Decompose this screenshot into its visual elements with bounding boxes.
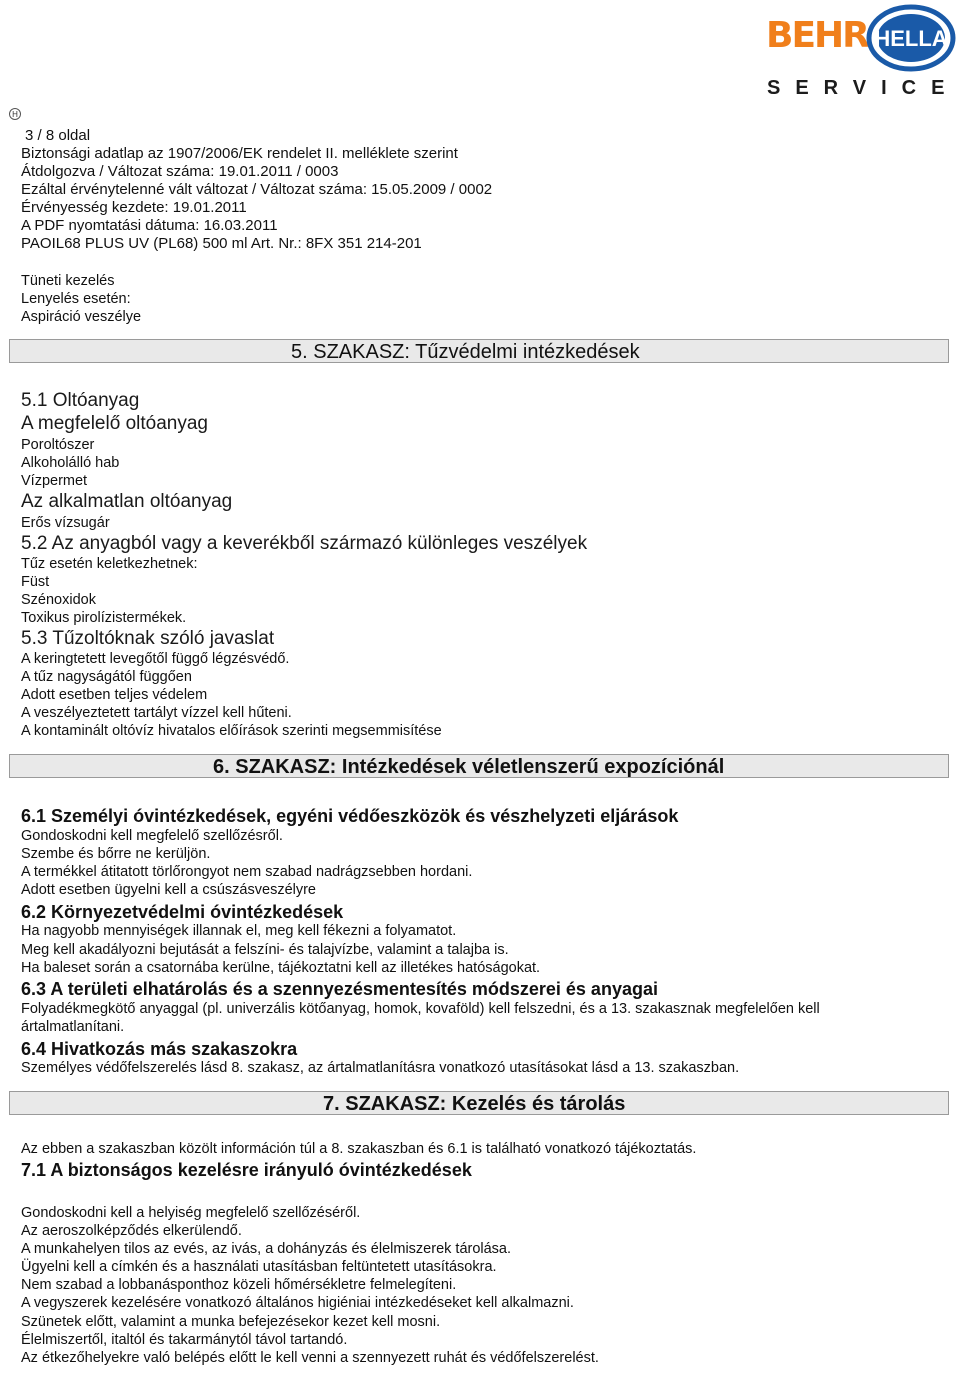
text-line: Szembe és bőrre ne kerüljön. [21, 846, 211, 862]
subsection-5-3-title: 5.3 Tűzoltóknak szóló javaslat [21, 628, 275, 649]
hella-logo-text: HELLA [874, 26, 948, 51]
text-line: Szünetek előtt, valamint a munka befejezésekor kezet kell mosni. [21, 1314, 441, 1330]
text-line: Adott esetben ügyelni kell a csúszásveszélyre [21, 882, 316, 898]
text-line: A vegyszerek kezelésére vonatkozó általános higiéniai intézkedéseket kell alkalmazni. [21, 1295, 574, 1311]
text-line: Az étkezőhelyekre való belépés előtt le kell venni a szennyezett ruhát és védőfelszerelést. [21, 1350, 599, 1366]
header-line: Biztonsági adatlap az 1907/2006/EK rendelet II. melléklete szerint [21, 145, 458, 162]
text-line: Tüneti kezelés [21, 273, 115, 289]
subsection-7-1-title: 7.1 A biztonságos kezelésre irányuló óvintézkedések [21, 1160, 472, 1180]
text-line: Poroltószer [21, 437, 95, 453]
text-line: Erős vízsugár [21, 515, 110, 531]
text-line: A munkahelyen tilos az evés, az ivás, a dohányzás és élelmiszerek tárolása. [21, 1241, 512, 1257]
header-line: Átdolgozva / Változat száma: 19.01.2011 / 0003 [21, 163, 339, 180]
text-line: Folyadékmegkötő anyaggal (pl. univerzális kötőanyag, homok, kovaföld) kell felszedni, és a 13. szakasznak megfelelően kell [21, 1001, 820, 1017]
text-line: Gondoskodni kell megfelelő szellőzésről. [21, 828, 283, 844]
section-7-title: 7. SZAKASZ: Kezelés és tárolás [323, 1093, 626, 1115]
text-line: A keringtetett levegőtől függő légzésvédő. [21, 651, 290, 667]
subsection-5-2-title: 5.2 Az anyagból vagy a keverékből származó különleges veszélyek [21, 533, 588, 554]
text-line: A veszélyeztetett tartályt vízzel kell hűteni. [21, 705, 292, 721]
text-line: Gondoskodni kell a helyiség megfelelő szellőzéséről. [21, 1205, 361, 1221]
text-line: Meg kell akadályozni bejutását a felszíni- és talajvízbe, valamint a talajba is. [21, 942, 509, 958]
subsection-6-4-title: 6.4 Hivatkozás más szakaszokra [21, 1039, 298, 1059]
section-6-band [9, 754, 949, 778]
text-line: Toxikus pirolízistermékek. [21, 610, 187, 626]
header-line: A PDF nyomtatási dátuma: 16.03.2011 [21, 217, 278, 234]
text-line: A tűz nagyságától függően [21, 669, 192, 685]
text-line: Füst [21, 574, 50, 590]
product-line: PAOIL68 PLUS UV (PL68) 500 ml Art. Nr.: 8FX 351 214-201 [21, 235, 422, 252]
subheading: A megfelelő oltóanyag [21, 413, 208, 434]
text-line: Vízpermet [21, 473, 88, 489]
subsection-6-2-title: 6.2 Környezetvédelmi óvintézkedések [21, 902, 344, 922]
section-7-band [9, 1091, 949, 1115]
subsection-5-1-title: 5.1 Oltóanyag [21, 390, 140, 411]
subsection-6-1-title: 6.1 Személyi óvintézkedések, egyéni védőeszközök és vészhelyzeti eljárások [21, 806, 679, 826]
text-line: Nem szabad a lobbanásponthoz közeli hőmérsékletre felmelegíteni. [21, 1277, 457, 1293]
text-line: A termékkel átitatott törlőrongyot nem szabad nadrágzsebben hordani. [21, 864, 473, 880]
text-line: Ha nagyobb mennyiségek illannak el, meg kell fékezni a folyamatot. [21, 923, 457, 939]
page-number: 3 / 8 oldal [25, 127, 91, 144]
text-line: Lenyelés esetén: [21, 291, 131, 307]
text-line: Az ebben a szakaszban közölt információn túl a 8. szakaszban és 6.1 is található vonatkozó tájékoztatás. [21, 1141, 697, 1157]
header-line: Ezáltal érvénytelenné vált változat / Változat száma: 15.05.2009 / 0002 [21, 181, 493, 198]
behr-logo: BEHR [766, 15, 868, 56]
hella-logo [866, 4, 956, 72]
section-5-title: 5. SZAKASZ: Tűzvédelmi intézkedések [291, 341, 640, 363]
language-badge: H [9, 108, 21, 120]
section-5-band [9, 339, 949, 363]
service-logo: SERVICE [767, 77, 960, 99]
subsection-6-3-title: 6.3 A területi elhatárolás és a szennyezésmentesítés módszerei és anyagai [21, 979, 658, 999]
text-line: Szénoxidok [21, 592, 96, 608]
text-line: Az aeroszolképződés elkerülendő. [21, 1223, 242, 1239]
text-line: ártalmatlanítani. [21, 1019, 125, 1035]
text-line: Aspiráció veszélye [21, 309, 142, 325]
text-line: Tűz esetén keletkezhetnek: [21, 556, 198, 572]
section-6-title: 6. SZAKASZ: Intézkedések véletlenszerű expozíciónál [213, 756, 725, 778]
text-line: A kontaminált oltóvíz hivatalos előírások szerinti megsemmisítése [21, 723, 442, 739]
text-line: Adott esetben teljes védelem [21, 687, 208, 703]
text-line: Élelmiszertől, italtól és takarmánytól távol tartandó. [21, 1332, 348, 1348]
text-line: Ügyelni kell a címkén és a használati utasításban feltüntetett utasításokra. [21, 1259, 497, 1275]
text-line: Személyes védőfelszerelés lásd 8. szakasz, az ártalmatlanításra vonatkozó utasításokat lásd a 13. szakaszban. [21, 1060, 740, 1076]
header-line: Érvényesség kezdete: 19.01.2011 [21, 199, 247, 216]
subheading: Az alkalmatlan oltóanyag [21, 491, 233, 512]
text-line: Alkoholálló hab [21, 455, 120, 471]
text-line: Ha baleset során a csatornába kerülne, tájékoztatni kell az illetékes hatóságokat. [21, 960, 541, 976]
